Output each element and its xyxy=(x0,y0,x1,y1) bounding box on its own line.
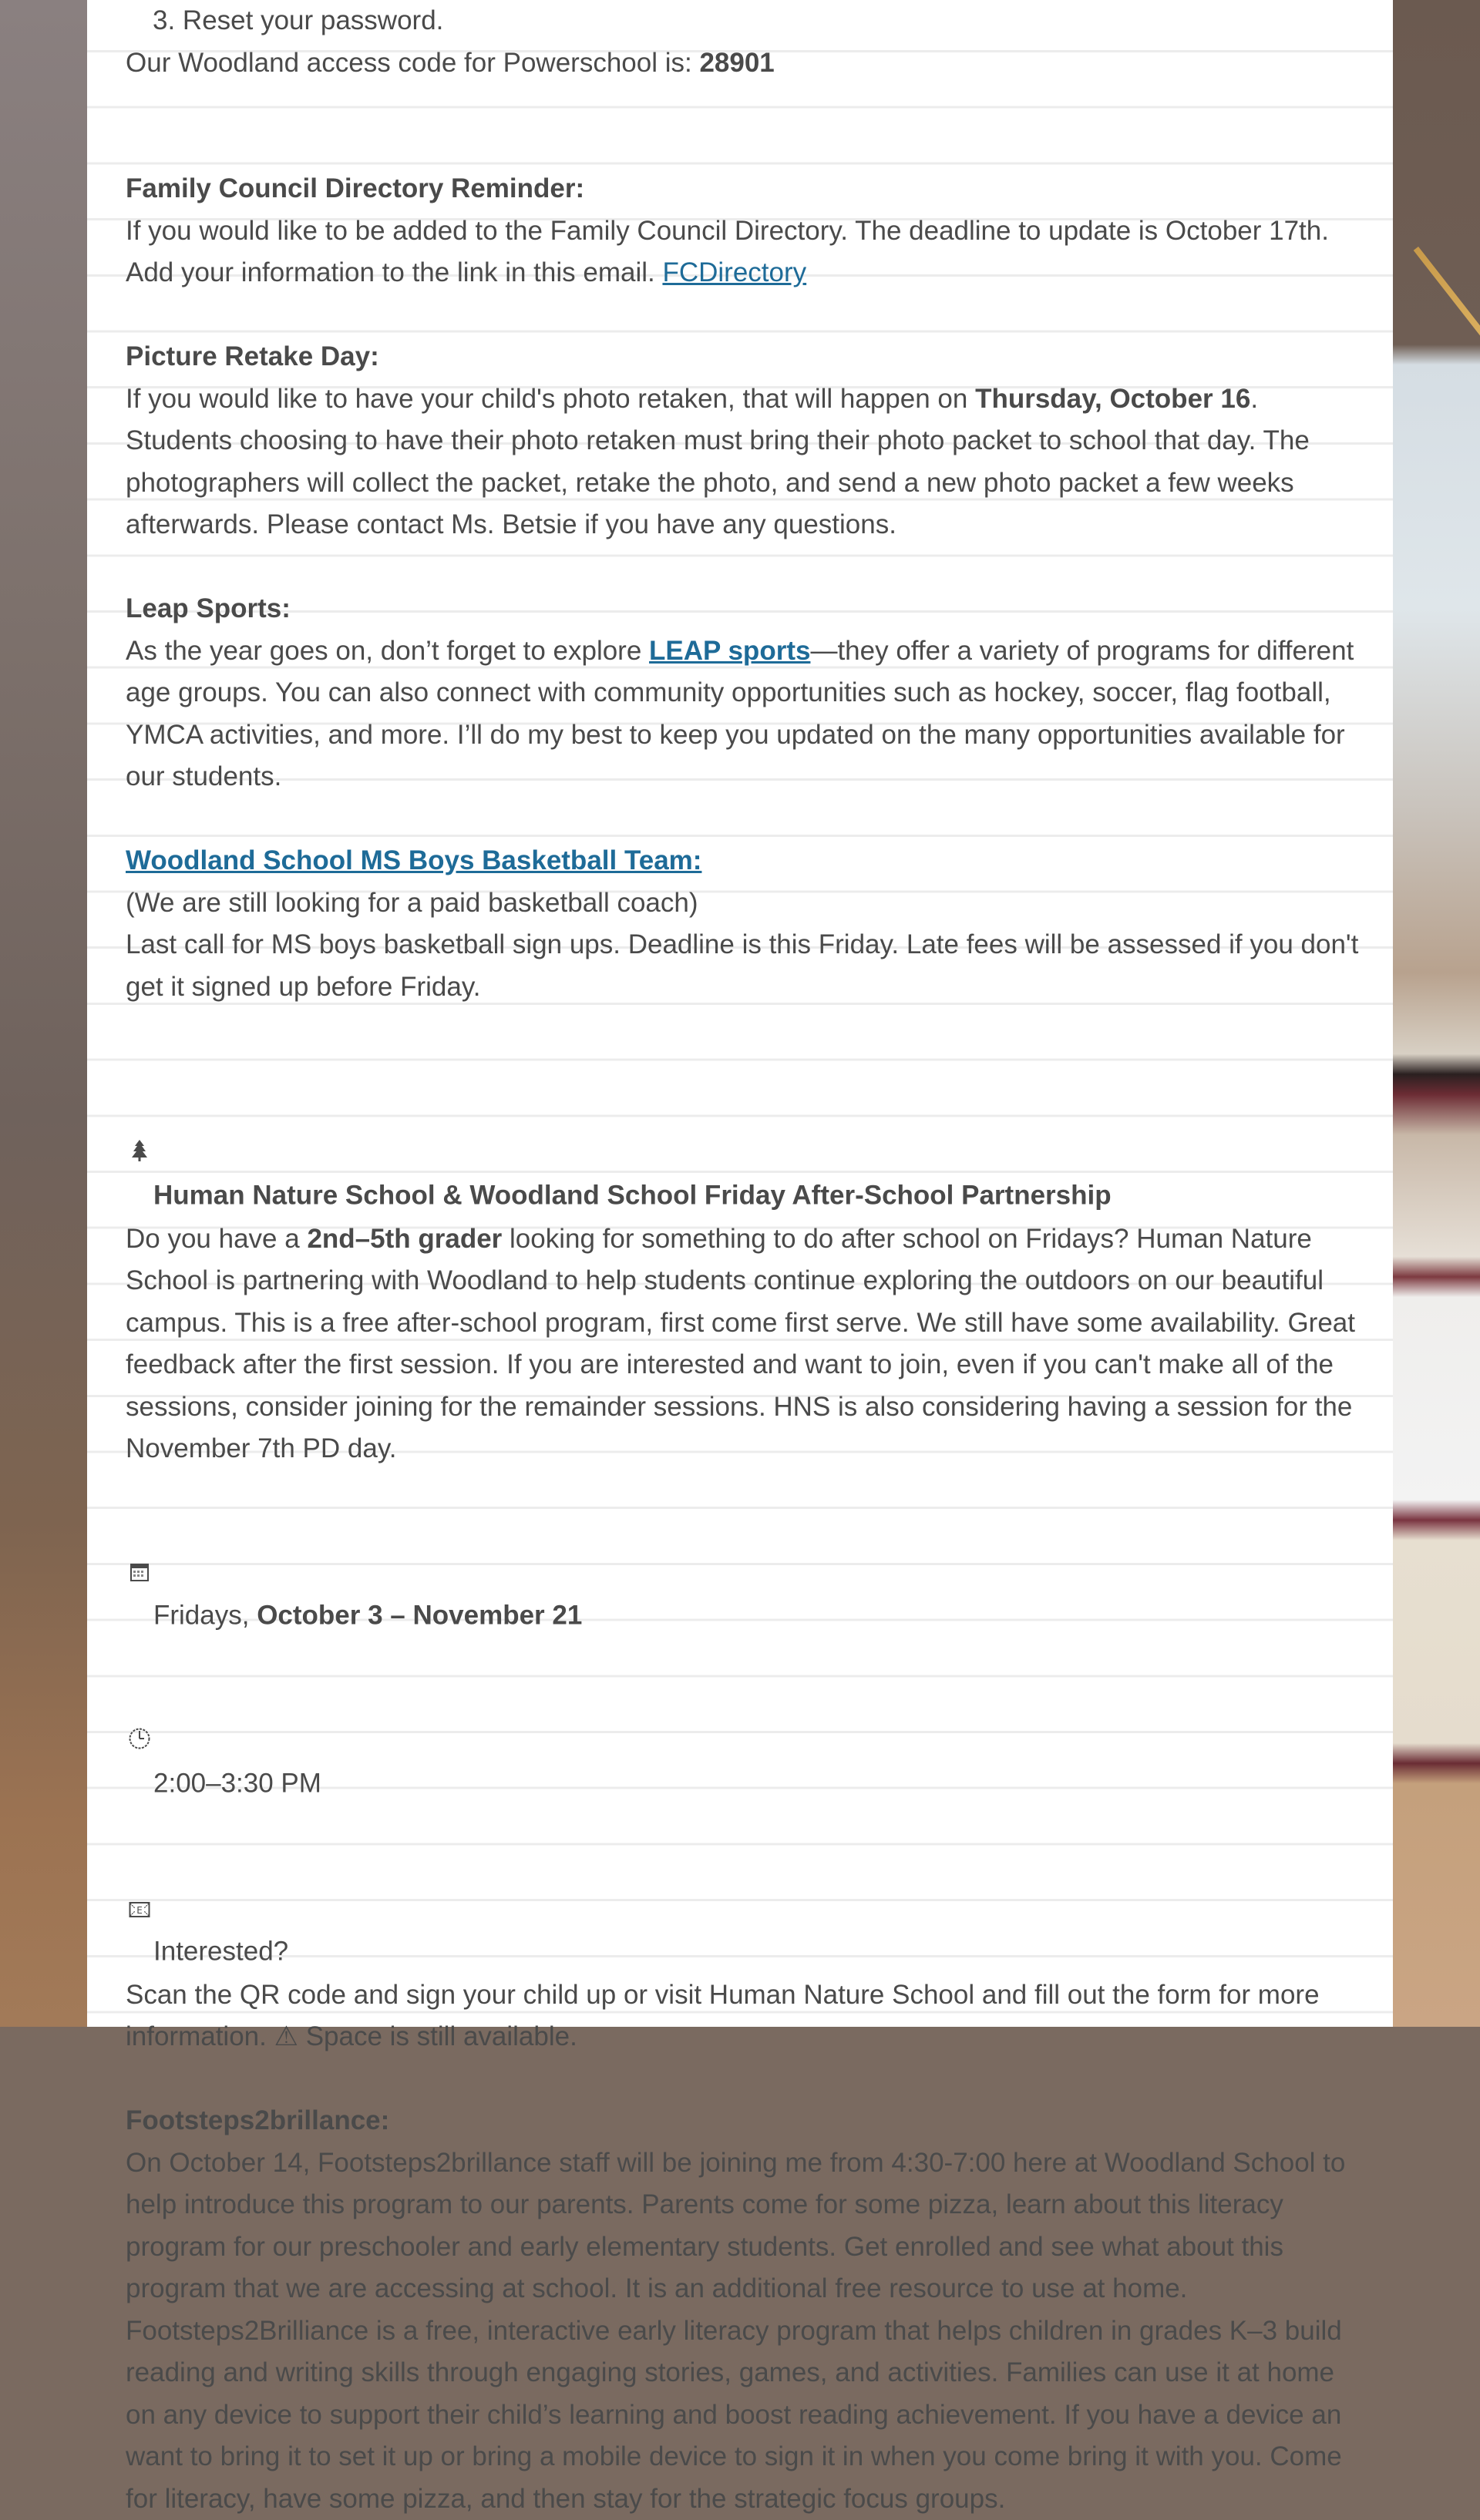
access-code-label: Our Woodland access code for Powerschool is: xyxy=(126,48,699,78)
spacer xyxy=(126,84,1367,126)
picture-retake-section xyxy=(126,336,1367,546)
background-photo-right-books xyxy=(1393,0,1480,2027)
picture-retake-text-2: . Students choosing to have their photo retaken must bring their photo packet to school that day. The photographers will collect the packet, retake the photo, and send a new photo packet a few weeks afterwards. Please contact Ms. Betsie if you have any questions. xyxy=(126,384,1317,540)
hns-signup-text-2: Space is still available. xyxy=(298,2021,577,2051)
family-council-section xyxy=(126,168,1367,294)
hns-text-1: Do you have a xyxy=(126,1224,307,1254)
hns-interest-text: Interested? xyxy=(153,1936,288,1966)
newsletter-card xyxy=(87,0,1393,2027)
spacer xyxy=(126,294,1367,337)
access-code-value: 28901 xyxy=(699,48,774,78)
footsteps-heading: Footsteps2brillance: xyxy=(126,2100,1367,2142)
hns-grades: 2nd–5th grader xyxy=(307,1224,502,1254)
powerschool-access-code-line xyxy=(126,42,1367,85)
hns-signup-text-1: Scan the QR code and sign your child up or visit Human Nature School and fill out the form for more information. xyxy=(126,1980,1327,2052)
family-council-text: If you would like to be added to the Family Council Directory. The deadline to update is October 17th. Add your information to the link in this email. xyxy=(126,216,1335,288)
spacer xyxy=(126,546,1367,589)
clock-icon xyxy=(126,1638,153,1806)
hns-interest xyxy=(126,1806,1367,1974)
leap-sports-link[interactable]: LEAP sports xyxy=(649,636,810,666)
leap-sports-section xyxy=(126,588,1367,798)
leap-sports-text-2: —they offer a variety of programs for different age groups. You can also connect with community opportunities such as hockey, soccer, flag football, YMCA activities, and more. I’ll do my best to keep you updated on the many opportunities available for our students. xyxy=(126,636,1361,792)
newsletter-content xyxy=(126,0,1367,2520)
warning-icon: ⚠ xyxy=(274,2021,298,2051)
powerschool-step-3: 3. Reset your password. xyxy=(126,0,1367,42)
background-photo-left xyxy=(0,0,87,2027)
email-icon xyxy=(126,1806,153,1974)
hns-text-2: looking for something to do after school on Fridays? Human Nature School is partnering with Woodland to help students continue exploring the outdoors on our beautiful campus. This is a free after-school program, first come first serve. We still have some availability. Great feedback after the first session. If you are interested and want to join, even if you can't make all of the sessions, consider joining for the remainder sessions. HNS is also considering having a session for the November 7th PD day. xyxy=(126,1224,1363,1464)
picture-retake-heading: Picture Retake Day: xyxy=(126,336,1367,378)
hns-body xyxy=(126,1218,1367,1470)
hns-dates xyxy=(126,1470,1367,1638)
evergreen-tree-icon xyxy=(126,1050,153,1218)
hns-partnership-section xyxy=(126,1050,1367,2058)
basketball-section xyxy=(126,840,1367,1008)
family-council-body xyxy=(126,210,1367,294)
powerschool-section xyxy=(126,0,1367,84)
picture-retake-date: Thursday, October 16 xyxy=(975,384,1250,414)
hns-signup xyxy=(126,1974,1367,2058)
leap-sports-heading: Leap Sports: xyxy=(126,588,1367,630)
fc-directory-link[interactable]: FCDirectory xyxy=(662,257,806,287)
family-council-heading: Family Council Directory Reminder: xyxy=(126,168,1367,210)
hns-dates-range: October 3 – November 21 xyxy=(257,1600,582,1630)
spacer xyxy=(126,798,1367,841)
footsteps-section xyxy=(126,2100,1367,2520)
hns-heading-text: Human Nature School & Woodland School Friday After-School Partnership xyxy=(153,1180,1112,1210)
hns-time xyxy=(126,1638,1367,1806)
svg-text:E: E xyxy=(136,1905,143,1916)
basketball-body: Last call for MS boys basketball sign ups. Deadline is this Friday. Late fees will be assessed if you don't get it signed up before Friday. xyxy=(126,924,1367,1008)
hns-heading xyxy=(126,1050,1367,1218)
spacer xyxy=(126,2058,1367,2101)
basketball-heading xyxy=(126,840,1367,882)
hns-dates-prefix: Fridays, xyxy=(153,1600,257,1630)
footsteps-body: On October 14, Footsteps2brillance staff will be joining me from 4:30-7:00 here at Woodland School to help introduce this program to our parents. Parents come for some pizza, learn about this literacy program for our preschooler and early elementary students. Get enrolled and see what about this program that we are accessing at school. It is an additional free resource to use at home. Footsteps2Brilliance is a free, interactive early literacy program that helps children in grades K–3 build reading and writing skills through engaging stories, games, and activities. Families can use it at home on any device to support their child’s learning and boost reading achievement. If you have a device an want to bring it to set it up or bring a mobile device to sign it in when you come bring it with you. Come for literacy, have some pizza, and then stay for the strategic focus groups. xyxy=(126,2142,1367,2520)
spacer xyxy=(126,126,1367,169)
spacer xyxy=(126,1008,1367,1050)
leap-sports-text-1: As the year goes on, don’t forget to explore xyxy=(126,636,649,666)
hns-time-text: 2:00–3:30 PM xyxy=(153,1768,321,1798)
calendar-icon xyxy=(126,1470,153,1638)
picture-retake-text-1: If you would like to have your child's photo retaken, that will happen on xyxy=(126,384,975,414)
basketball-team-link[interactable]: Woodland School MS Boys Basketball Team: xyxy=(126,845,701,875)
picture-retake-body xyxy=(126,378,1367,546)
leap-sports-body xyxy=(126,630,1367,798)
basketball-coach-note: (We are still looking for a paid basketball coach) xyxy=(126,882,1367,925)
